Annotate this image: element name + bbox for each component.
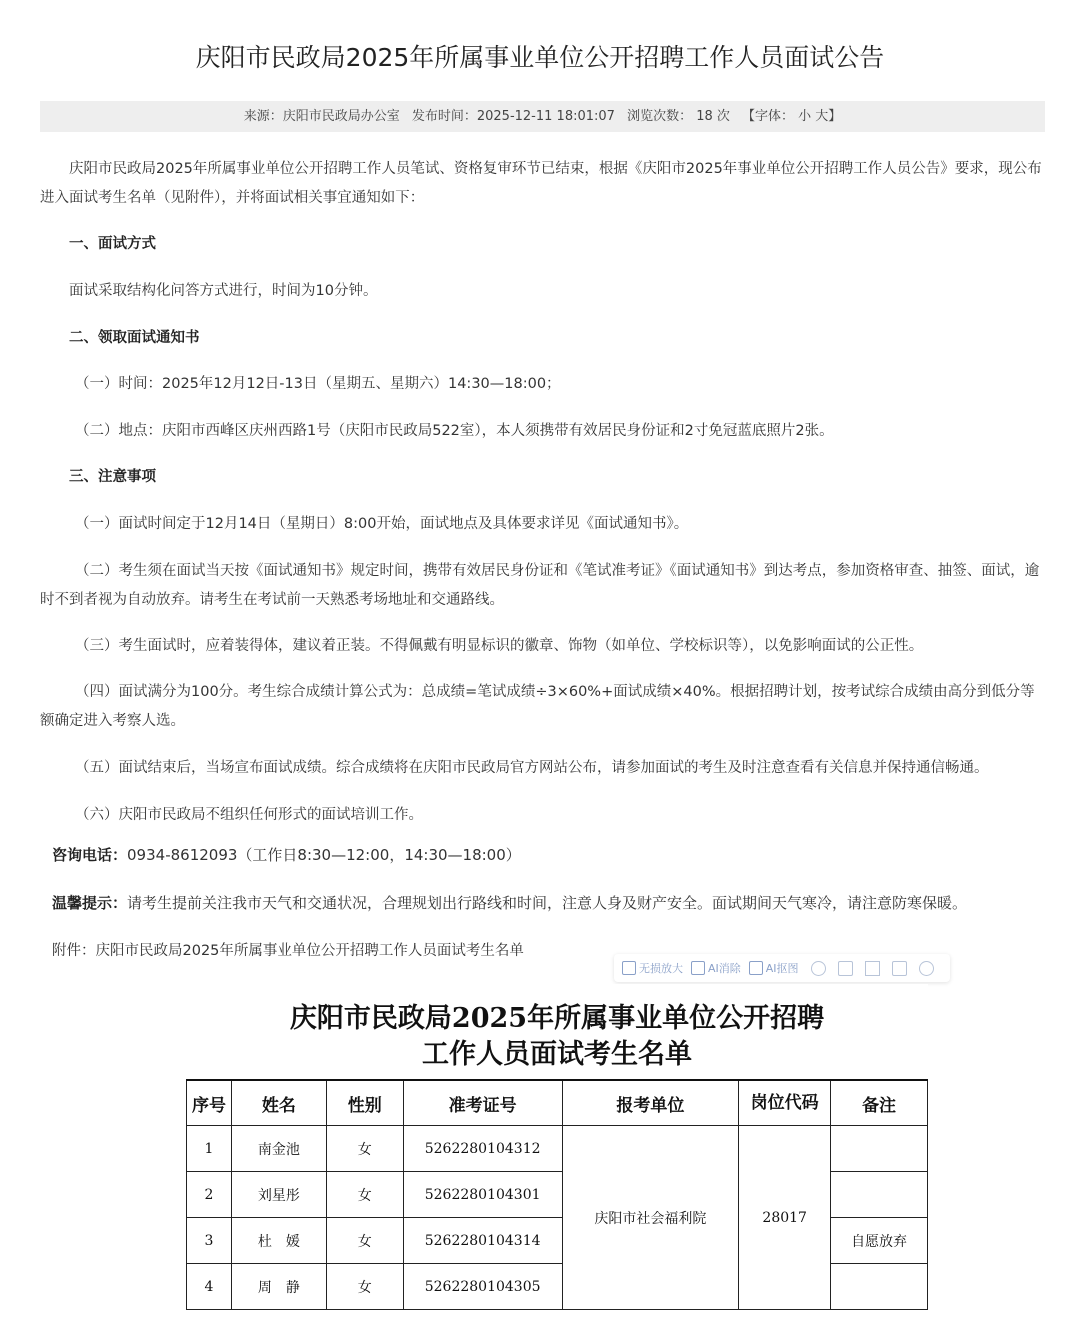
source-label: 来源：庆阳市民政局办公室	[243, 109, 400, 124]
lossless-zoom-button[interactable]: 无损放大	[622, 960, 683, 976]
cell-no: 3	[187, 1218, 232, 1264]
table-header-row	[187, 1080, 928, 1126]
roster-title-line1: 庆阳市民政局2025年所属事业单位公开招聘	[289, 1003, 825, 1034]
cell-name: 刘星彤	[231, 1172, 326, 1218]
tip-label: 温馨提示：	[52, 894, 128, 912]
page-title: 庆阳市民政局2025年所属事业单位公开招聘工作人员面试公告	[195, 43, 885, 72]
cell-name: 杜 媛	[231, 1218, 326, 1264]
header-cell: 性别	[326, 1080, 403, 1126]
crop-icon[interactable]	[865, 961, 880, 976]
cell-gender: 女	[326, 1264, 403, 1310]
consult-phone	[52, 841, 1042, 870]
cell-gender: 女	[326, 1172, 403, 1218]
section-heading: 三、注意事项	[69, 469, 156, 485]
section-paragraph: （一）时间：2025年12月12日-13日（星期五、星期六）14:30—18:00；	[75, 376, 561, 392]
bulb-icon[interactable]	[811, 961, 826, 976]
view-count: 浏览次数： 18 次	[627, 109, 730, 124]
cell-remark	[831, 1264, 928, 1310]
cell-name: 周 静	[231, 1264, 326, 1310]
cell-ticket: 5262280104312	[403, 1126, 562, 1172]
table-row	[187, 1126, 928, 1172]
cell-ticket: 5262280104314	[403, 1218, 562, 1264]
cell-remark: 自愿放弃	[831, 1218, 928, 1264]
section-paragraph: （二）考生须在面试当天按《面试通知书》规定时间，携带有效居民身份证和《笔试准考证》《面试通知书》到达考点，参加资格审查、抽签、面试，逾时不到者视为自动放弃。请考生在考试前一天熟悉考场地址和交通路线。	[40, 563, 1040, 608]
settings-icon[interactable]	[919, 961, 934, 976]
cell-post-code: 28017	[739, 1126, 831, 1310]
header-cell: 报考单位	[562, 1080, 739, 1126]
section-paragraph: 面试采取结构化问答方式进行，时间为10分钟。	[69, 283, 378, 299]
cell-unit: 庆阳市社会福利院	[562, 1126, 739, 1310]
header-cell: 姓名	[231, 1080, 326, 1126]
intro-paragraph: 庆阳市民政局2025年所属事业单位公开招聘工作人员笔试、资格复审环节已结束，根据《庆阳市2025年事业单位公开招聘工作人员公告》要求，现公布进入面试考生名单（见附件），并将面试相关事宜通知如下：	[40, 161, 1042, 206]
roster-image	[186, 984, 928, 1310]
attachment-link[interactable]: 附件：庆阳市民政局2025年所属事业单位公开招聘工作人员面试考生名单	[52, 943, 524, 959]
cell-remark	[831, 1172, 928, 1218]
section-paragraph: （五）面试结束后，当场宣布面试成绩。综合成绩将在庆阳市民政局官方网站公布，请参加面试的考生及时注意查看有关信息并保持通信畅通。	[75, 760, 989, 776]
image-toolbar	[614, 954, 950, 982]
eraser-icon	[691, 961, 705, 975]
section-paragraph: （四）面试满分为100分。考生综合成绩计算公式为：总成绩=笔试成绩÷3×60%+面试成绩×40%。根据招聘计划，按考试综合成绩由高分到低分等额确定进入考察人选。	[40, 684, 1035, 729]
ai-cutout-button[interactable]: AI抠图	[749, 960, 799, 976]
ai-remove-button[interactable]: AI消除	[691, 960, 741, 976]
section-heading: 一、面试方式	[69, 236, 156, 252]
zoom-icon	[622, 961, 636, 975]
tip-text: 请考生提前关注我市天气和交通状况，合理规划出行路线和时间，注意人身及财产安全。面试期间天气寒冷，请注意防寒保暖。	[127, 894, 968, 912]
cell-gender: 女	[326, 1126, 403, 1172]
header-cell: 岗位代码	[739, 1080, 831, 1126]
roster-title-line2: 工作人员面试考生名单	[422, 1039, 692, 1070]
edit-icon[interactable]	[838, 961, 853, 976]
header-cell: 备注	[831, 1080, 928, 1126]
section-paragraph: （二）地点：庆阳市西峰区庆州西路1号（庆阳市民政局522室），本人须携带有效居民身份证和2寸免冠蓝底照片2张。	[75, 423, 834, 439]
roster-table	[186, 1079, 928, 1310]
consult-text: 0934-8612093（工作日8:30—12:00，14:30—18:00）	[127, 846, 521, 864]
cell-remark	[831, 1126, 928, 1172]
cell-name: 南金池	[231, 1126, 326, 1172]
cell-ticket: 5262280104305	[403, 1264, 562, 1310]
font-size-switcher[interactable]: 【字体： 小 大】	[742, 109, 842, 124]
section-paragraph: （六）庆阳市民政局不组织任何形式的面试培训工作。	[75, 807, 423, 823]
cell-ticket: 5262280104301	[403, 1172, 562, 1218]
cutout-icon	[749, 961, 763, 975]
cell-gender: 女	[326, 1218, 403, 1264]
article-meta-bar	[40, 101, 1045, 132]
consult-label: 咨询电话：	[52, 846, 128, 864]
cell-no: 4	[187, 1264, 232, 1310]
section-paragraph: （一）面试时间定于12月14日（星期日）8:00开始，面试地点及具体要求详见《面试通知书》。	[75, 516, 689, 532]
cell-no: 1	[187, 1126, 232, 1172]
warm-tip	[52, 889, 1042, 918]
header-cell: 序号	[187, 1080, 232, 1126]
section-paragraph: （三）考生面试时，应着装得体，建议着正装。不得佩戴有明显标识的徽章、饰物（如单位、学校标识等），以免影响面试的公正性。	[75, 638, 924, 654]
publish-time: 发布时间：2025-12-11 18:01:07	[411, 109, 615, 124]
section-heading: 二、领取面试通知书	[69, 330, 200, 346]
cell-no: 2	[187, 1172, 232, 1218]
header-cell: 准考证号	[403, 1080, 562, 1126]
download-icon[interactable]	[892, 961, 907, 976]
